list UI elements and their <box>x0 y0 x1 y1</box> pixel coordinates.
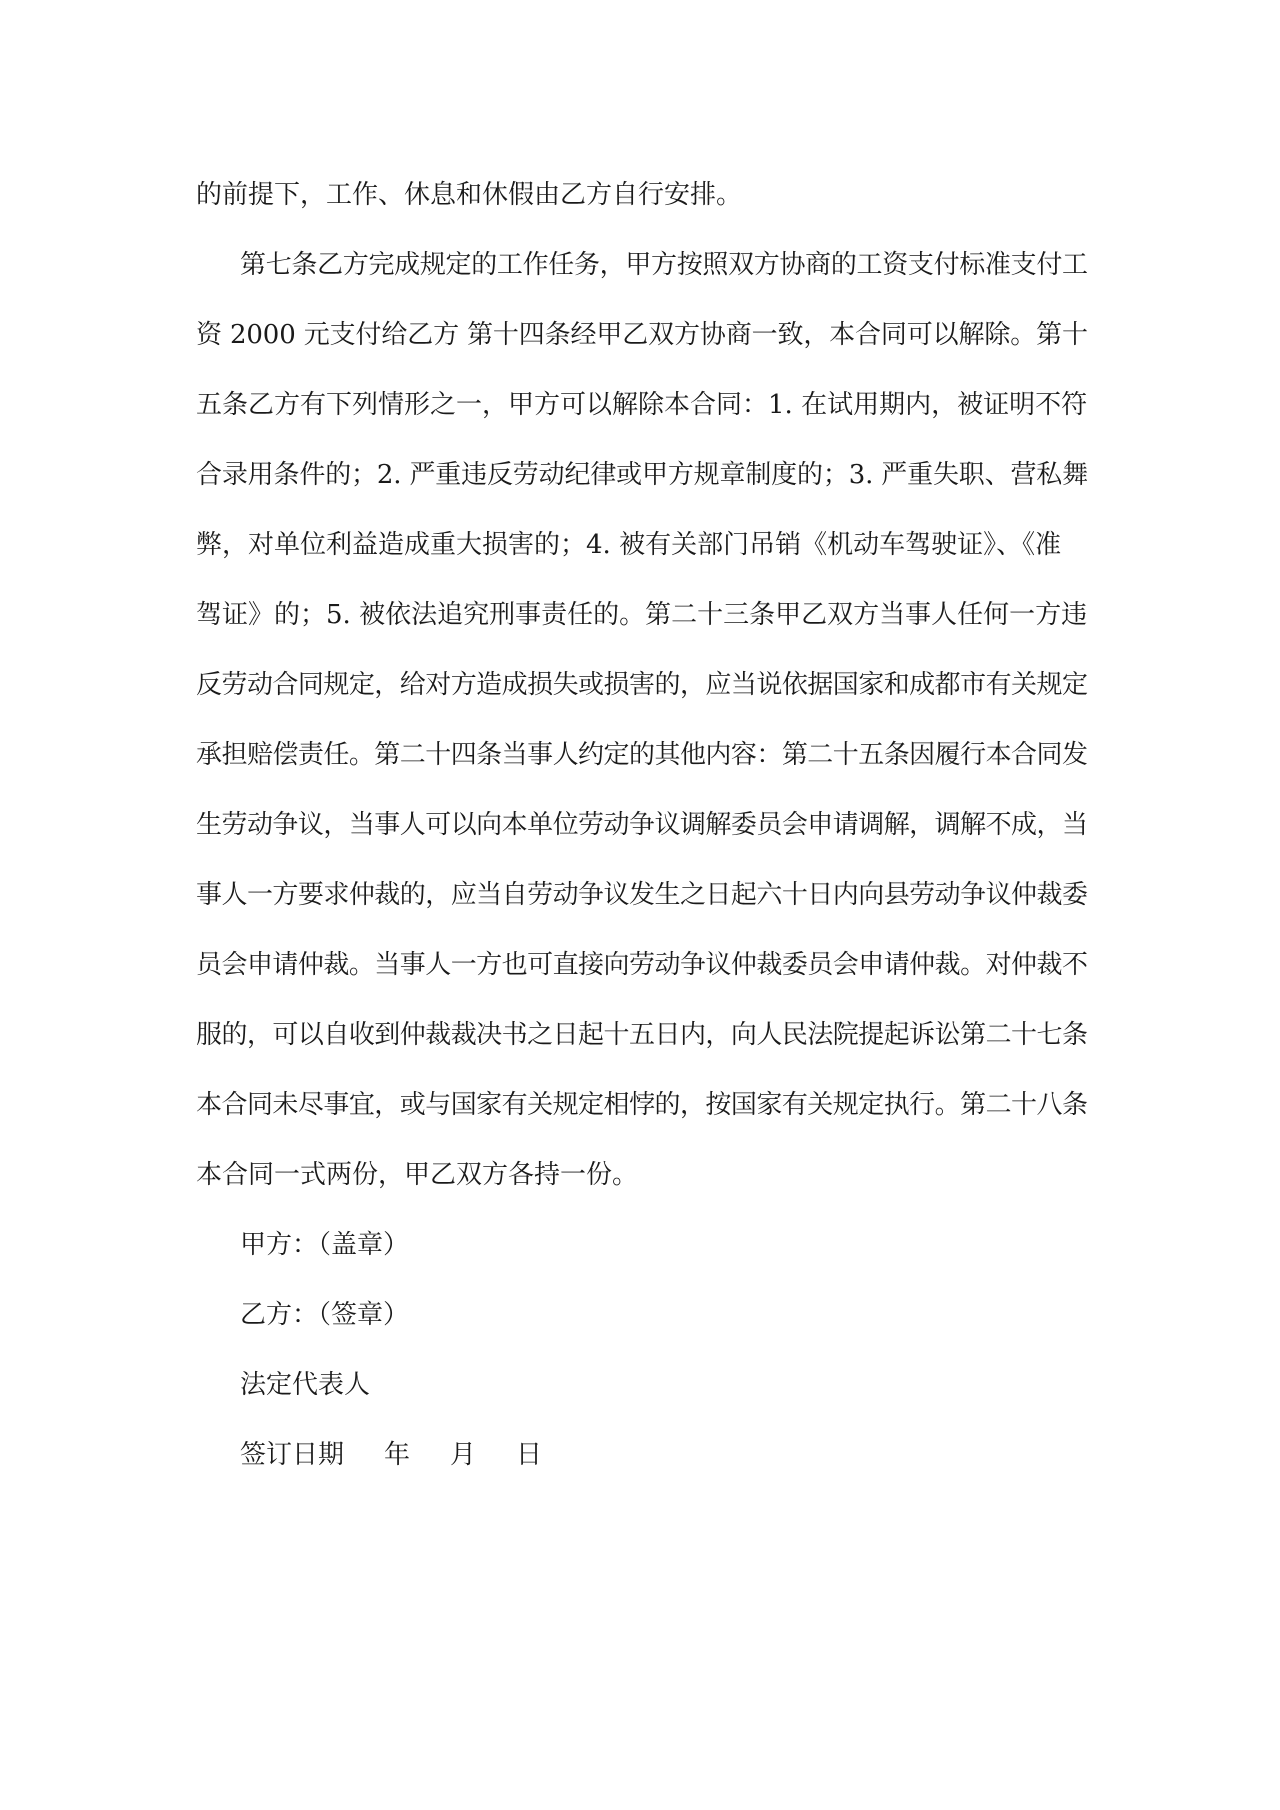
date-year: 年 <box>384 1440 411 1470</box>
signature-block <box>196 1210 1088 1490</box>
date-label: 签订日期 <box>240 1440 345 1470</box>
text-line: 本合同未尽事宜，或与国家有关规定相悖的，按国家有关规定执行。第二十八条 <box>196 1090 1088 1120</box>
legal-representative: 法定代表人 <box>240 1370 371 1400</box>
text-line: 五条乙方有下列情形之一，甲方可以解除本合同：1. 在试用期内，被证明不符 <box>196 390 1088 420</box>
text-line: 反劳动合同规定，给对方造成损失或损害的，应当说依据国家和成都市有关规定 <box>196 670 1088 700</box>
paragraph-continuation: 的前提下，工作、休息和休假由乙方自行安排。 <box>196 180 743 210</box>
signing-date <box>196 1420 1088 1490</box>
text-line: 承担赔偿责任。第二十四条当事人约定的其他内容：第二十五条因履行本合同发 <box>196 740 1088 770</box>
paragraph-article-7 <box>196 230 1088 1210</box>
text-line: 弊，对单位利益造成重大损害的；4. 被有关部门吊销《机动车驾驶证》、《准 <box>196 530 1062 560</box>
text-line: 事人一方要求仲裁的，应当自劳动争议发生之日起六十日内向县劳动争议仲裁委 <box>196 880 1088 910</box>
text-line: 合录用条件的；2. 严重违反劳动纪律或甲方规章制度的；3. 严重失职、营私舞 <box>196 460 1088 490</box>
party-a-seal: 甲方：（盖章） <box>240 1230 410 1260</box>
party-b-seal: 乙方：（签章） <box>240 1300 410 1330</box>
text-line: 生劳动争议，当事人可以向本单位劳动争议调解委员会申请调解，调解不成，当 <box>196 810 1088 840</box>
text-line: 员会申请仲裁。当事人一方也可直接向劳动争议仲裁委员会申请仲裁。对仲裁不 <box>196 950 1088 980</box>
text-line: 本合同一式两份，甲乙双方各持一份。 <box>196 1160 639 1190</box>
text-line: 驾证》的；5. 被依法追究刑事责任的。第二十三条甲乙双方当事人任何一方违 <box>196 600 1088 630</box>
text-line: 资 2000 元支付给乙方 第十四条经甲乙双方协商一致，本合同可以解除。第十 <box>196 320 1088 350</box>
date-day: 日 <box>516 1440 543 1470</box>
date-month: 月 <box>450 1440 477 1470</box>
text-line: 服的，可以自收到仲裁裁决书之日起十五日内，向人民法院提起诉讼第二十七条 <box>196 1020 1088 1050</box>
text-line: 第七条乙方完成规定的工作任务，甲方按照双方协商的工资支付标准支付工 <box>240 250 1088 280</box>
contract-page <box>196 160 1088 1490</box>
